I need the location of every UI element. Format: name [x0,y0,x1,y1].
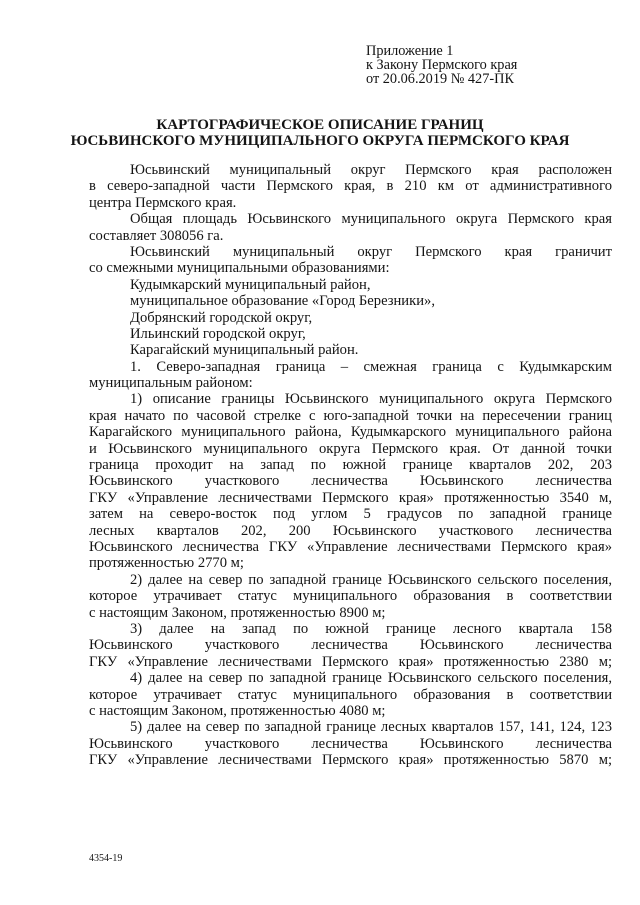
text-line: 3) далее на запад по южной границе лесного квартала 158 [130,620,612,637]
text-line: 5) далее на север по западной границе лесных кварталов 157, 141, 124, 123 [130,719,612,736]
title-line-2: ЮСЬВИНСКОГО МУНИЦИПАЛЬНОГО ОКРУГА ПЕРМСКОГО КРАЯ [70,133,570,149]
text-line: Юсьвинский муниципальный округ Пермского края расположен [130,162,612,178]
appendix-line-2: к Закону Пермского края [366,57,518,73]
text-line: Юсьвинского участкового лесничества Юсьвинского лесничества [89,473,612,490]
text-line: с настоящим Законом, протяженностью 8900 м; [89,604,386,621]
text-line: Общая площадь Юсьвинского муниципального округа Пермского края [130,211,612,228]
text-line: составляет 308056 га. [89,227,224,244]
text-line: 2) далее на север по западной границе Юсьвинского сельского поселения, [130,571,612,588]
appendix-header [366,44,517,86]
text-line: которое утрачивает статус муниципального образования в соответствии [89,686,612,703]
text-line: протяженностью 2770 м; [89,555,244,572]
appendix-line-3: от 20.06.2019 № 427-ПК [366,71,514,87]
text-line: с настоящим Законом, протяженностью 4080 м; [89,702,386,719]
document-body [89,162,612,768]
text-line: затем на северо-восток под углом 5 градусов по западной границе [89,506,612,523]
text-line: 1. Северо-западная граница – смежная граница с Кудымкарским [130,358,612,375]
text-line: Юсьвинского участкового лесничества Юсьвинского лесничества [89,735,612,752]
text-line: граница проходит на запад по южной границе кварталов 202, 203 [89,457,612,474]
title-line-1: КАРТОГРАФИЧЕСКОЕ ОПИСАНИЕ ГРАНИЦ [156,117,484,133]
text-line: Юсьвинского участкового лесничества Юсьвинского лесничества [89,637,612,654]
text-line: Юсьвинский муниципальный округ Пермского края граничит [130,243,612,260]
text-line: и Юсьвинского муниципального округа Пермского края. От данной точки [89,440,612,457]
text-line: ГКУ «Управление лесничествами Пермского края» протяженностью 2380 м; [89,653,612,670]
text-line: центра Пермского края. [89,194,237,211]
text-line: ГКУ «Управление лесничествами Пермского края» протяженностью 5870 м; [89,752,612,769]
text-line: Кудымкарский муниципальный район, [130,276,371,293]
document-title [0,117,640,149]
text-line: которое утрачивает статус муниципального образования в соответствии [89,588,612,605]
text-line: Карагайского муниципального района, Кудымкарского муниципального района [89,424,612,441]
text-line: 4) далее на север по западной границе Юсьвинского сельского поселения, [130,670,612,687]
text-line: муниципальное образование «Город Березники», [130,293,435,310]
text-line: 1) описание границы Юсьвинского муниципального округа Пермского [130,391,612,408]
appendix-line-1: Приложение 1 [366,43,454,59]
text-line: Добрянский городской округ, [130,309,313,326]
text-line: в северо-западной части Пермского края, в 210 км от административного [89,178,612,195]
text-line: края начато по часовой стрелке с юго-западной точки на пересечении границ [89,407,612,424]
text-line: Ильинский городской округ, [130,325,306,342]
text-line: лесных кварталов 202, 200 Юсьвинского участкового лесничества [89,522,612,539]
text-line: ГКУ «Управление лесничествами Пермского края» протяженностью 3540 м, [89,489,612,506]
text-line: муниципальным районом: [89,375,253,392]
document-number: 4354-19 [89,853,123,864]
text-line: Юсьвинского лесничества ГКУ «Управление лесничествами Пермского края» [89,538,612,555]
text-line: Карагайский муниципальный район. [130,342,359,359]
text-line: со смежными муниципальными образованиями: [89,260,390,277]
